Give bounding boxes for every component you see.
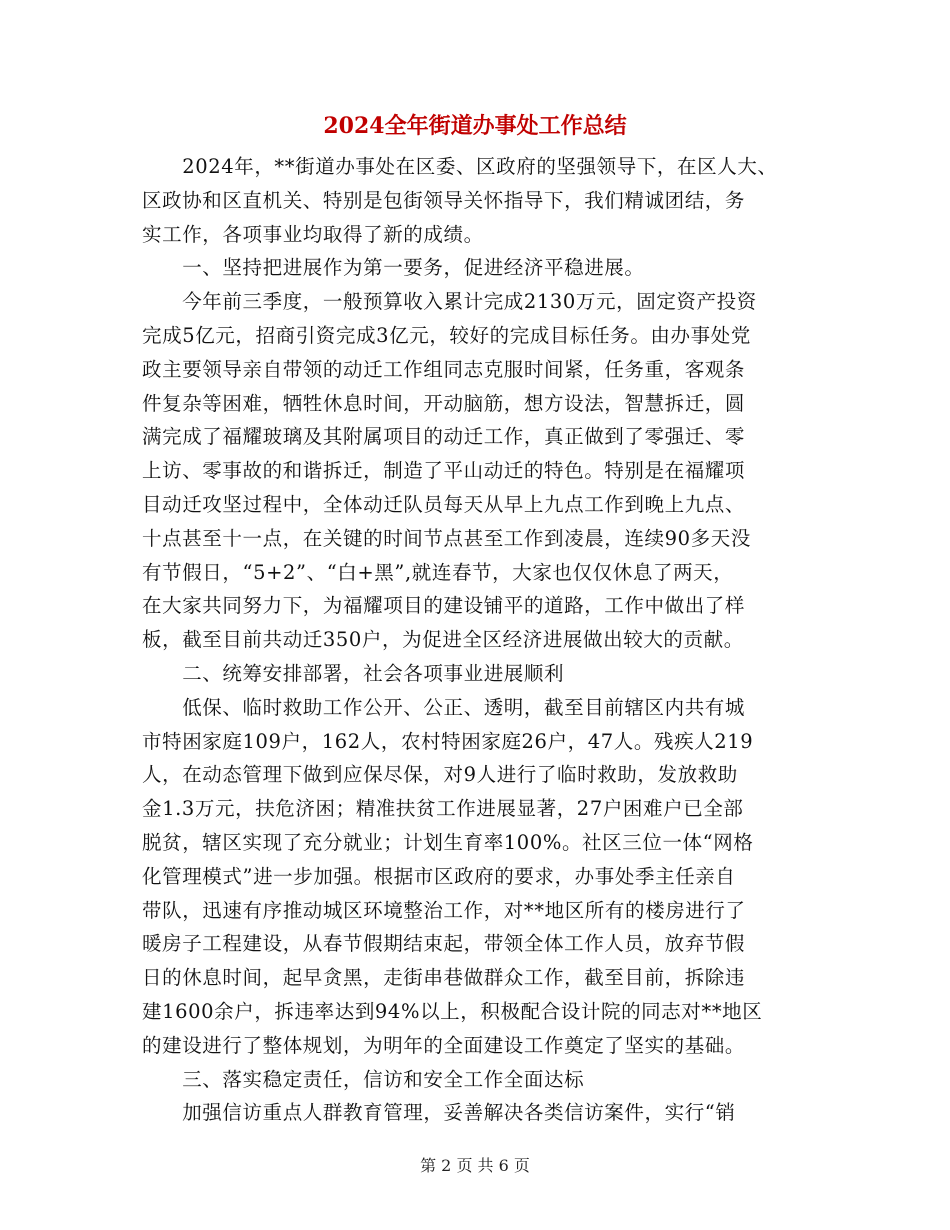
body-text-line: 实工作，各项事业均取得了新的成绩。 [142,222,484,246]
body-text-line: 完成5亿元，招商引资完成3亿元，较好的完成目标任务。由办事处党 [142,324,751,347]
body-text-line: 带队，迅速有序推动城区环境整治工作，对**地区所有的楼房进行了 [142,898,746,922]
body-text-line: 日的休息时间，起早贪黑，走街串巷做群众工作，截至目前，拆除违 [142,966,746,990]
body-text-line: 建1600余户，拆违率达到94%以上，积极配合设计院的同志对**地区 [142,1000,763,1023]
body-text-line: 市特困家庭109户，162人，农村特困家庭26户，47人。残疾人219 [142,729,754,753]
body-text-line: 二、统筹安排部署，社会各项事业进展顺利 [142,662,565,685]
body-text-line: 2024年，**街道办事处在区委、区政府的坚强领导下，在区人大、 [142,155,778,178]
page-footer: 第 2 页 共 6 页 [420,1156,530,1175]
body-text-line: 今年前三季度，一般预算收入累计完成2130万元，固定资产投资 [142,290,757,314]
body-text-line: 在大家共同努力下，为福耀项目的建设铺平的道路，工作中做出了样 [142,594,746,618]
body-text-line: 一、坚持把进展作为第一要务，促进经济平稳进展。 [142,256,645,280]
body-text-line: 目动迁攻坚过程中，全体动迁队员每天从早上九点工作到晚上九点、 [142,493,746,516]
body-text-line: 低保、临时救助工作公开、公正、透明，截至目前辖区内共有城 [142,695,746,719]
body-text-line: 三、落实稳定责任，信访和安全工作全面达标 [142,1067,585,1091]
body-text-line: 人，在动态管理下做到应保尽保，对9人进行了临时救助，发放救助 [142,763,738,787]
body-text-line: 十点甚至十一点，在关键的时间节点甚至工作到凌晨，连续90多天没 [142,526,751,550]
document-title: 2024全年街道办事处工作总结 [323,113,627,139]
body-text-line: 板，截至目前共动迁350户，为促进全区经济进展做出较大的贡献。 [142,628,744,652]
body-text-line: 满完成了福耀玻璃及其附属项目的动迁工作，真正做到了零强迁、零 [142,425,746,449]
body-text-line: 区政协和区直机关、特别是包街领导关怀指导下，我们精诚团结，务 [142,188,746,212]
body-text-line: 暖房子工程建设，从春节假期结束起，带领全体工作人员，放弃节假 [142,932,746,956]
body-text-line: 化管理模式”进一步加强。根据市区政府的要求，办事处季主任亲自 [142,864,736,888]
body-text-line: 政主要领导亲自带领的动迁工作组同志克服时间紧，任务重，客观条 [142,357,746,381]
body-text-line: 有节假日，“5+2”、“白+黑”,就连春节，大家也仅仅休息了两天， [142,560,734,584]
body-text-line: 件复杂等困难，牺牲休息时间，开动脑筋，想方设法，智慧拆迁，圆 [142,391,746,415]
body-text-line: 金1.3万元，扶危济困；精准扶贫工作进展显著，27户困难户已全部 [142,797,744,821]
body-text-line: 上访、零事故的和谐拆迁，制造了平山动迁的特色。特别是在福耀项 [142,459,746,483]
body-text-line: 的建设进行了整体规划，为明年的全面建设工作奠定了坚实的基础。 [142,1033,746,1057]
body-text-line: 脱贫，辖区实现了充分就业；计划生育率100%。社区三位一体“网格 [142,831,754,854]
body-text-line: 加强信访重点人群教育管理，妥善解决各类信访案件，实行“销 [142,1101,736,1125]
